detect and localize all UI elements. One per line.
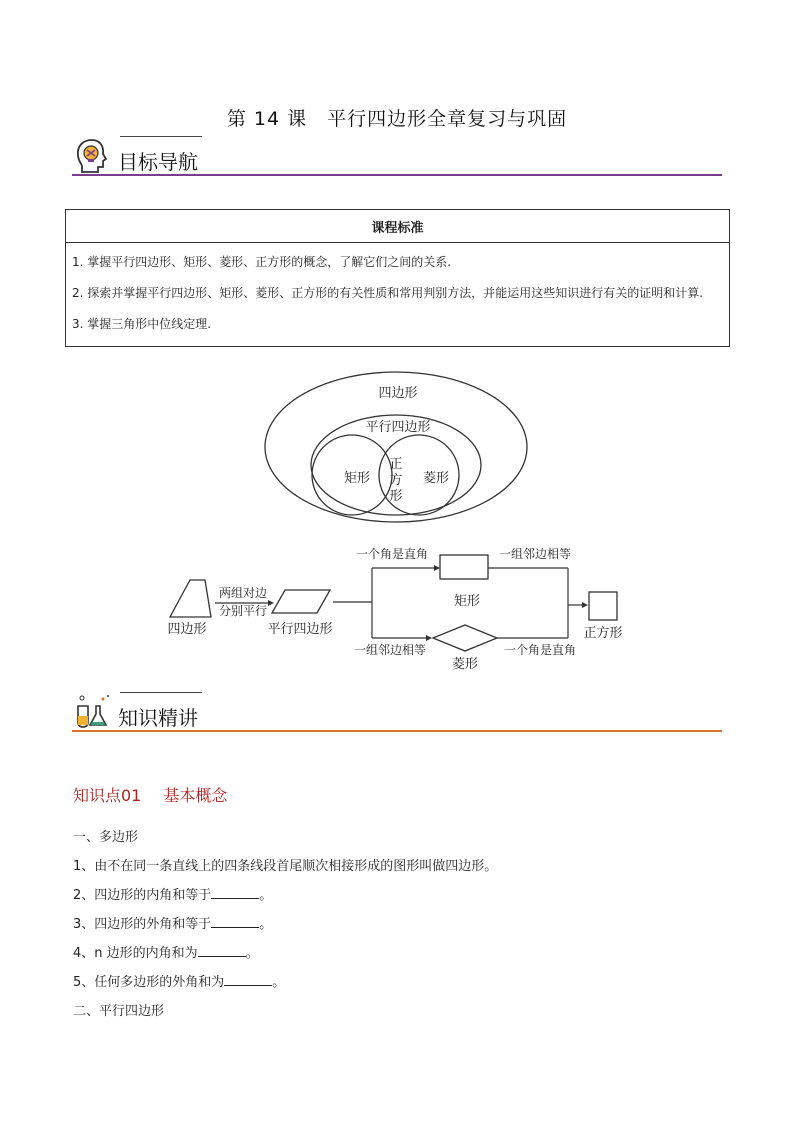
rectangle-shape — [440, 555, 488, 579]
flow-rect-label: 矩形 — [453, 594, 481, 609]
kp-number: 知识点01 — [73, 786, 142, 805]
fill-blank-line: 2、四边形的内角和等于 。 — [73, 888, 273, 903]
flow-rhombus-cond: 一组邻边相等 — [353, 643, 427, 657]
flow-start-label: 四边形 — [167, 622, 207, 637]
venn-center-label-3: 形 — [389, 489, 403, 504]
page-title: 第 14 课 平行四边形全章复习与巩固 — [226, 108, 568, 130]
venn-center-label-1: 正 — [389, 457, 403, 472]
flask-icon — [72, 692, 112, 732]
standard-item: 1. 掌握平行四边形、矩形、菱形、正方形的概念，了解它们之间的关系. — [72, 255, 452, 269]
flow-rhombus-label: 菱形 — [451, 657, 479, 672]
section-header-knowledge — [72, 692, 722, 736]
flow-square-label: 正方形 — [583, 626, 623, 641]
standard-item: 3. 掌握三角形中位线定理. — [72, 317, 212, 331]
kp-name: 基本概念 — [163, 786, 228, 805]
venn-middle-label: 平行四边形 — [365, 420, 431, 435]
answer-blank[interactable] — [224, 973, 272, 986]
flow-cond1-top: 两组对边 — [218, 586, 268, 600]
answer-blank[interactable] — [211, 915, 259, 928]
rhombus-shape — [433, 625, 497, 651]
fill-blank-line: 4、n 边形的内角和为 。 — [73, 946, 259, 961]
flow-rect-to-square: 一组邻边相等 — [498, 547, 572, 561]
flow-rhombus-to-square: 一个角是直角 — [503, 643, 577, 657]
venn-left-label: 矩形 — [343, 471, 371, 486]
header-divider — [72, 730, 722, 732]
heading-parallelogram: 二、平行四边形 — [73, 1004, 165, 1019]
answer-blank[interactable] — [211, 886, 259, 899]
standard-item: 2. 探索并掌握平行四边形、矩形、菱形、正方形的有关性质和常用判别方法，并能运用这些知识进行有关的证明和计算. — [72, 286, 704, 300]
flow-cond1-bottom: 分别平行 — [218, 604, 268, 618]
fill-blank-line: 3、四边形的外角和等于 。 — [73, 917, 273, 932]
header-topline — [120, 692, 202, 693]
quadrilateral-shape — [170, 580, 211, 617]
parallelogram-shape — [272, 590, 330, 613]
definition-line: 1、由不在同一条直线上的四条线段首尾顺次相接形成的图形叫做四边形。 — [73, 859, 498, 874]
flow-rect-cond: 一个角是直角 — [355, 547, 429, 561]
knowledge-point-title — [73, 783, 227, 806]
flow-para-label: 平行四边形 — [267, 622, 333, 637]
answer-blank[interactable] — [198, 944, 246, 957]
section-title: 知识精讲 — [118, 706, 198, 730]
venn-right-label: 菱形 — [422, 471, 450, 486]
section-title: 目标导航 — [118, 150, 198, 174]
venn-center-label-2: 方 — [389, 473, 403, 488]
venn-outer-label: 四边形 — [378, 386, 418, 401]
heading-polygon: 一、多边形 — [73, 830, 139, 845]
fill-blank-line: 5、任何多边形的外角和为 。 — [73, 975, 286, 990]
square-shape — [589, 592, 617, 620]
standards-header: 课程标准 — [66, 210, 730, 243]
